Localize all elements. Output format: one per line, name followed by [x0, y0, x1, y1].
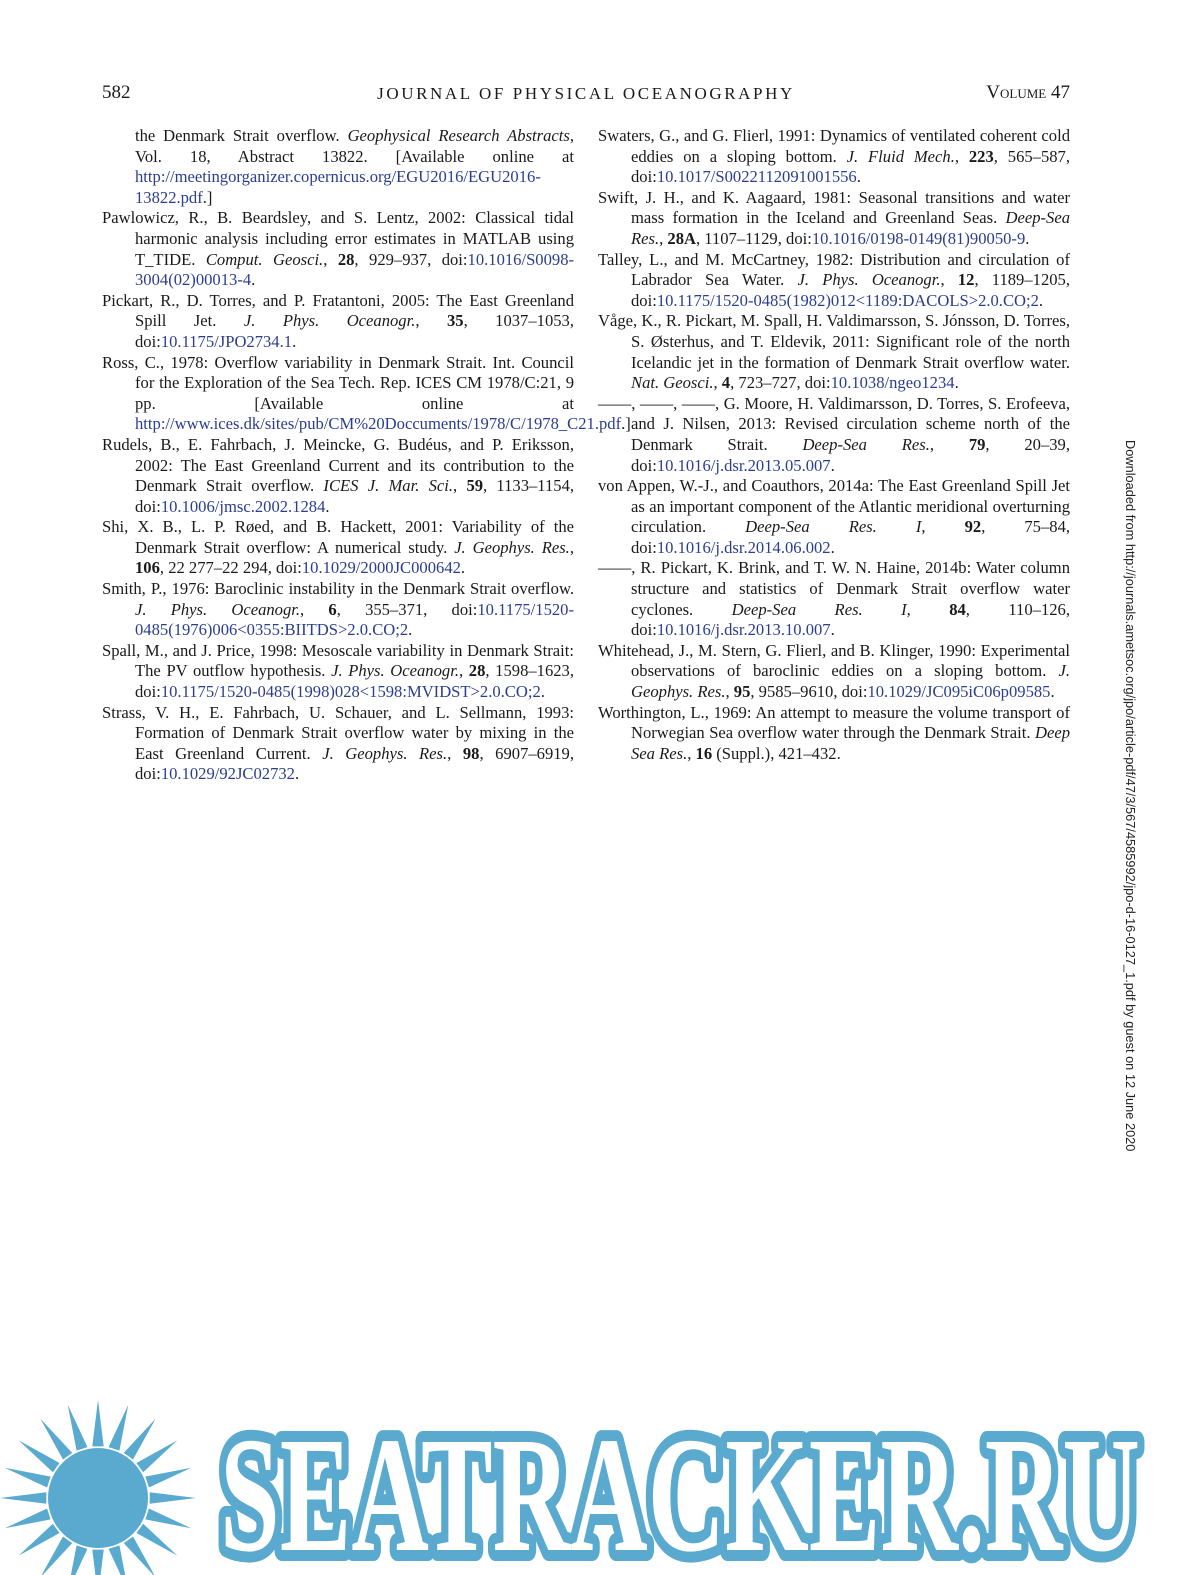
doi-link[interactable]: 10.1038/ngeo1234: [830, 373, 955, 393]
doi-link[interactable]: 10.1016/0198-0149(81)90050-9: [811, 228, 1026, 248]
sun-icon: [0, 1400, 196, 1575]
reference-talley: Talley, L., and M. McCartney, 1982: Distribution and circulation of Labrador Sea Water. J. Phys. Oceanogr., 12, 1189–1205, doi:10.1175/1520-0485(1982)012<1189:DACOLS>2.0.CO;2.: [598, 249, 1070, 310]
doi-link[interactable]: 10.1016/S0098-3004(02)00013-4: [135, 249, 575, 290]
sun-ray: [19, 1524, 60, 1556]
doi-link[interactable]: 10.1016/j.dsr.2013.10.007: [656, 620, 831, 640]
reference-strass: Strass, V. H., E. Fahrbach, U. Schauer, and L. Sellmann, 1993: Formation of Denmark Strait overflow water by mixing in the East Greenland Current. J. Geophys. Res., 98, 6907–6919, doi:10.1029/92JC02732.: [102, 702, 574, 784]
reference-von-appen-2014a: von Appen, W.-J., and Coauthors, 2014a: The East Greenland Spill Jet as an important component of the Atlantic meridional overturning circulation. Deep-Sea Res. I, 92, 75–84, doi:10.1016/j.dsr.2014.06.002.: [598, 476, 1071, 557]
sun-ray: [136, 1440, 177, 1472]
reference-whitehead: Whitehead, J., M. Stern, G. Flierl, and B. Klinger, 1990: Experimental observations of baroclinic eddies on a sloping bottom. J. Geophys. Res., 95, 9585–9610, doi:10.1029/JC095iC06p09585.: [598, 640, 1070, 702]
sun-ray: [150, 1492, 196, 1503]
volume-label: Volume 47: [986, 82, 1070, 103]
sun-ray: [124, 1536, 156, 1575]
doi-link[interactable]: 10.1017/S0022112091001556: [656, 167, 857, 187]
reference-pawlowicz: Pawlowicz, R., B. Beardsley, and S. Lentz, 2002: Classical tidal harmonic analysis including error estimates in MATLAB using T_TIDE. Comput. Geosci., 28, 929–937, doi:10.1016/S0098-3004(02)00013-4.: [102, 208, 575, 290]
reference-pickart: Pickart, R., D. Torres, and P. Fratantoni, 2005: The East Greenland Spill Jet. J. Phys. Oceanogr., 35, 1037–1053, doi:10.1175/JPO2734.1.: [102, 290, 574, 351]
reference-von-appen-2014b: ——, R. Pickart, K. Brink, and T. W. N. Haine, 2014b: Water column structure and statistics of Denmark Strait overflow water cyclones. Deep-Sea Res. I, 84, 110–126, doi:10.1016/j.dsr.2013.10.007.: [598, 558, 1070, 640]
running-header: [102, 82, 1070, 108]
sun-ray: [136, 1524, 177, 1556]
reference-vage-2013: ——, ——, ——, G. Moore, H. Valdimarsson, D. Torres, S. Erofeeva, and J. Nilsen, 2013: Revised circulation scheme north of the Denmark Strait. Deep-Sea Res., 79, 20–39, doi:10.1016/j.dsr.2013.05.007.: [598, 393, 1070, 475]
reference-worthington: Worthington, L., 1969: An attempt to measure the volume transport of Norwegian Sea overflow water through the Denmark Strait. Deep Sea Res., 16 (Suppl.), 421–432.: [598, 702, 1070, 763]
url-link[interactable]: http://meetingorganizer.copernicus.org/EGU2016/EGU2016-13822.pdf: [135, 167, 541, 207]
sun-ray: [109, 1545, 129, 1575]
doi-link[interactable]: 10.1029/JC095iC06p09585: [867, 682, 1051, 702]
reference-swift: Swift, J. H., and K. Aagaard, 1981: Seasonal transitions and water mass formation in the Iceland and Greenland Seas. Deep-Sea Res., 28A, 1107–1129, doi:10.1016/0198-0149(81)90050-9.: [598, 187, 1070, 248]
sun-ray: [19, 1440, 60, 1472]
watermark-text: SEATRACKER.RU: [220, 1403, 1140, 1575]
doi-link[interactable]: 10.1175/1520-0485(1982)012<1189:DACOLS>2.0.CO;2: [656, 290, 1039, 310]
reference-swaters: Swaters, G., and G. Flierl, 1991: Dynamics of ventilated coherent cold eddies on a sloping bottom. J. Fluid Mech., 223, 565–587, doi:10.1017/S0022112091001556.: [598, 126, 1070, 187]
sun-ray: [124, 1419, 156, 1460]
reference-rudels: Rudels, B., E. Fahrbach, J. Meincke, G. Budéus, and P. Eriksson, 2002: The East Greenland Current and its contribution to the Denmark Strait overflow. ICES J. Mar. Sci., 59, 1133–1154, doi:10.1006/jmsc.2002.1284.: [102, 434, 575, 516]
sun-ray: [40, 1419, 72, 1460]
doi-link[interactable]: 10.1029/2000JC000642: [301, 558, 461, 578]
reference-continued: the Denmark Strait overflow. Geophysical Research Abstracts, Vol. 18, Abstract 13822. [Available online at http://meetingorganizer.copernicus.org/EGU2016/EGU2016-13822.pdf.]: [135, 126, 574, 207]
reference-ross: Ross, C., 1978: Overflow variability in Denmark Strait. Int. Council for the Exploration of the Sea Tech. Rep. ICES CM 1978/C:21, 9 pp. [Available online at http://www.ices.dk/sites/pub/CM%20Doccuments/1978/C/1978_C21.pdf.]: [102, 352, 631, 434]
sun-ray: [68, 1405, 88, 1451]
seatracker-watermark: [0, 1385, 1182, 1575]
doi-link[interactable]: 10.1006/jmsc.2002.1284: [160, 496, 326, 516]
sun-ray: [5, 1468, 51, 1488]
references-right-column: [598, 126, 1070, 764]
page-number: 582: [102, 82, 131, 103]
sun-ray: [0, 1492, 46, 1503]
reference-spall: Spall, M., and J. Price, 1998: Mesoscale variability in Denmark Strait: The PV outflow hypothesis. J. Phys. Oceanogr., 28, 1598–1623, doi:10.1175/1520-0485(1998)028<1598:MVIDST>2.0.CO;2.: [102, 640, 574, 702]
reference-smith: Smith, P., 1976: Baroclinic instability in the Denmark Strait overflow. J. Phys. Oceanogr., 6, 355–371, doi:10.1175/1520-0485(1976)006<0355:BIITDS>2.0.CO;2.: [102, 579, 574, 640]
url-link[interactable]: http://www.ices.dk/sites/pub/CM%20Doccuments/1978/C/1978_C21.pdf: [135, 414, 622, 434]
doi-link[interactable]: 10.1029/92JC02732: [160, 764, 295, 784]
watermark-text-inner: SEATRACKER.RU: [220, 1403, 1140, 1575]
sun-ray: [145, 1468, 191, 1488]
doi-link[interactable]: 10.1016/j.dsr.2014.06.002: [656, 537, 831, 557]
sun-ray: [68, 1545, 88, 1575]
sun-ray: [92, 1550, 103, 1575]
doi-link[interactable]: 10.1175/JPO2734.1: [160, 331, 293, 351]
doi-link[interactable]: 10.1175/1520-0485(1976)006<0355:BIITDS>2.0.CO;2: [135, 599, 574, 640]
journal-title: JOURNAL OF PHYSICAL OCEANOGRAPHY: [377, 84, 795, 103]
reference-shi: Shi, X. B., L. P. Røed, and B. Hackett, 2001: Variability of the Denmark Strait overflow: A numerical study. J. Geophys. Res., 106, 22 277–22 294, doi:10.1029/2000JC000642.: [102, 517, 574, 578]
sun-ray: [145, 1509, 191, 1529]
download-note: Downloaded from http://journals.ametsoc.org/jpo/article-pdf/47/3/567/4585992/jpo-d-16-0127_1.pdf by guest on 12 June 2020: [1123, 440, 1138, 1152]
sun-ray: [40, 1536, 72, 1575]
doi-link[interactable]: 10.1016/j.dsr.2013.05.007: [656, 455, 831, 475]
doi-link[interactable]: 10.1175/1520-0485(1998)028<1598:MVIDST>2.0.CO;2: [160, 682, 541, 702]
sun-ray: [5, 1509, 51, 1529]
reference-vage-2011: Våge, K., R. Pickart, M. Spall, H. Valdimarsson, S. Jónsson, D. Torres, S. Østerhus, and T. Eldevik, 2011: Significant role of the north Icelandic jet in the formation of Denmark Strait overflow water. Nat. Geosci., 4, 723–727, doi:10.1038/ngeo1234.: [598, 311, 1070, 393]
sun-ray: [109, 1405, 129, 1451]
sun-ray: [92, 1400, 103, 1446]
references-left-column: [102, 126, 631, 785]
